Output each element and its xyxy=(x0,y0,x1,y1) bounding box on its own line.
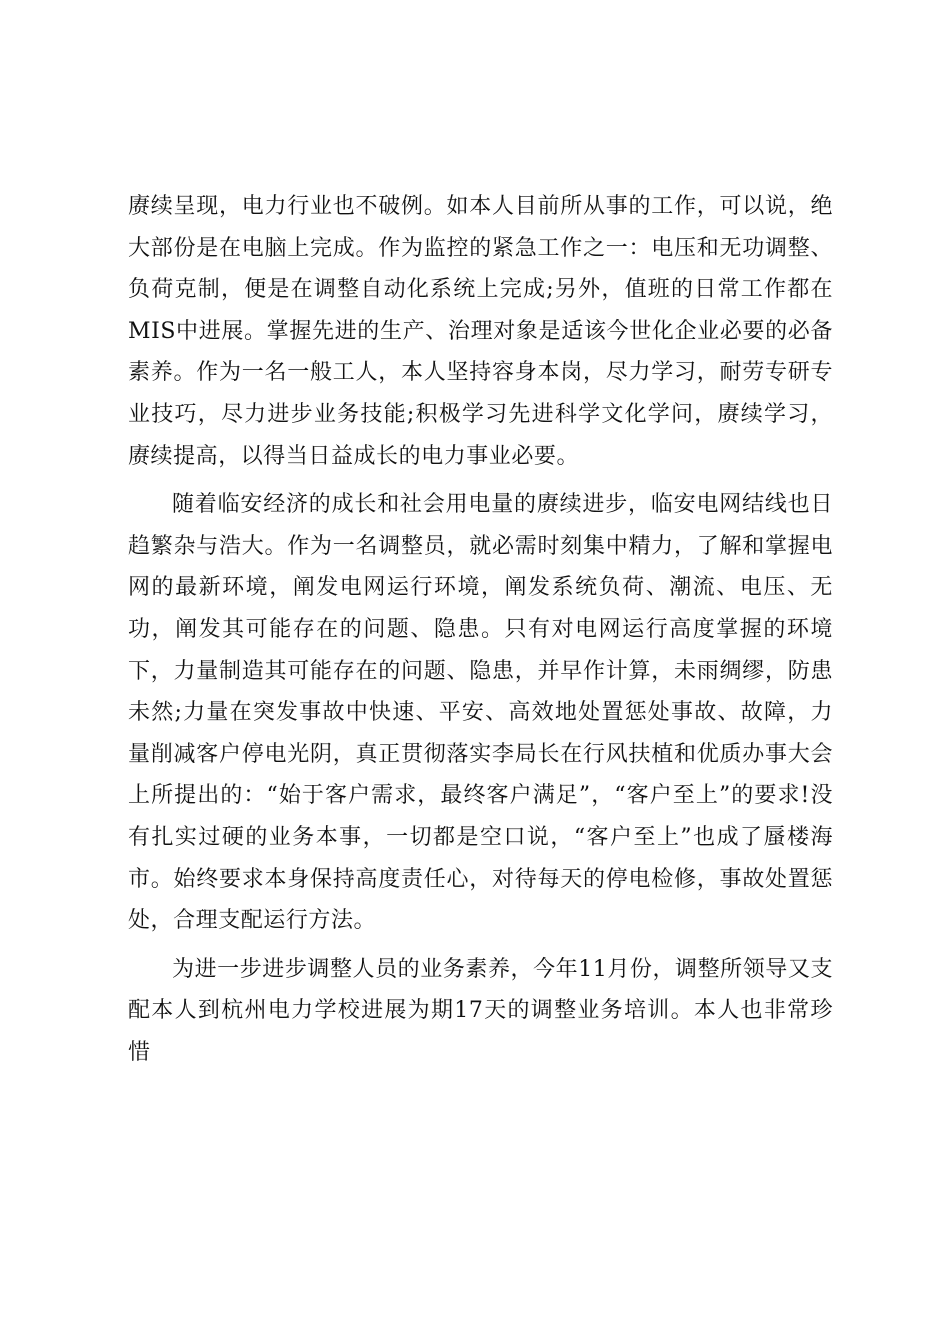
document-body xyxy=(128,186,833,1073)
paragraph-training: 为进一步进步调整人员的业务素养，今年11月份，调整所领导又支配本人到杭州电力学校进展为期17天的调整业务培训。本人也非常珍惜 xyxy=(128,956,833,1065)
paragraph-grid-operation: 随着临安经济的成长和社会用电量的赓续进步，临安电网结线也日趋繁杂与浩大。作为一名调整员，就必需时刻集中精力，了解和掌握电网的最新环境，阐发电网运行环境，阐发系统负荷、潮流、电压、无功，阐发其可能存在的问题、隐患。只有对电网运行高度掌握的环境下，力量制造其可能存在的问题、隐患，并早作计算，未雨绸缪，防患未然;力量在突发事故中快速、平安、高效地处置惩处事故、故障，力量削减客户停电光阴，真正贯彻落实李局长在行风扶植和优质办事大会上所提出的：“始于客户需求，最终客户满足”，“客户至上”的要求!没有扎实过硬的业务本事，一切都是空口说，“客户至上”也成了蜃楼海市。始终要求本身保持高度责任心，对待每天的停电检修，事故处置惩处，合理支配运行方法。 xyxy=(128,492,833,934)
paragraph-continued: 赓续呈现，电力行业也不破例。如本人目前所从事的工作，可以说，绝大部份是在电脑上完成。作为监控的紧急工作之一：电压和无功调整、负荷克制，便是在调整自动化系统上完成;另外，值班的日常工作都在MIS中进展。掌握先进的生产、治理对象是适该今世化企业必要的必备素养。作为一名一般工人，本人坚持容身本岗，尽力学习，耐劳专研专业技巧，尽力进步业务技能;积极学习先进科学文化学问，赓续学习，赓续提高，以得当日益成长的电力事业必要。 xyxy=(128,194,833,469)
